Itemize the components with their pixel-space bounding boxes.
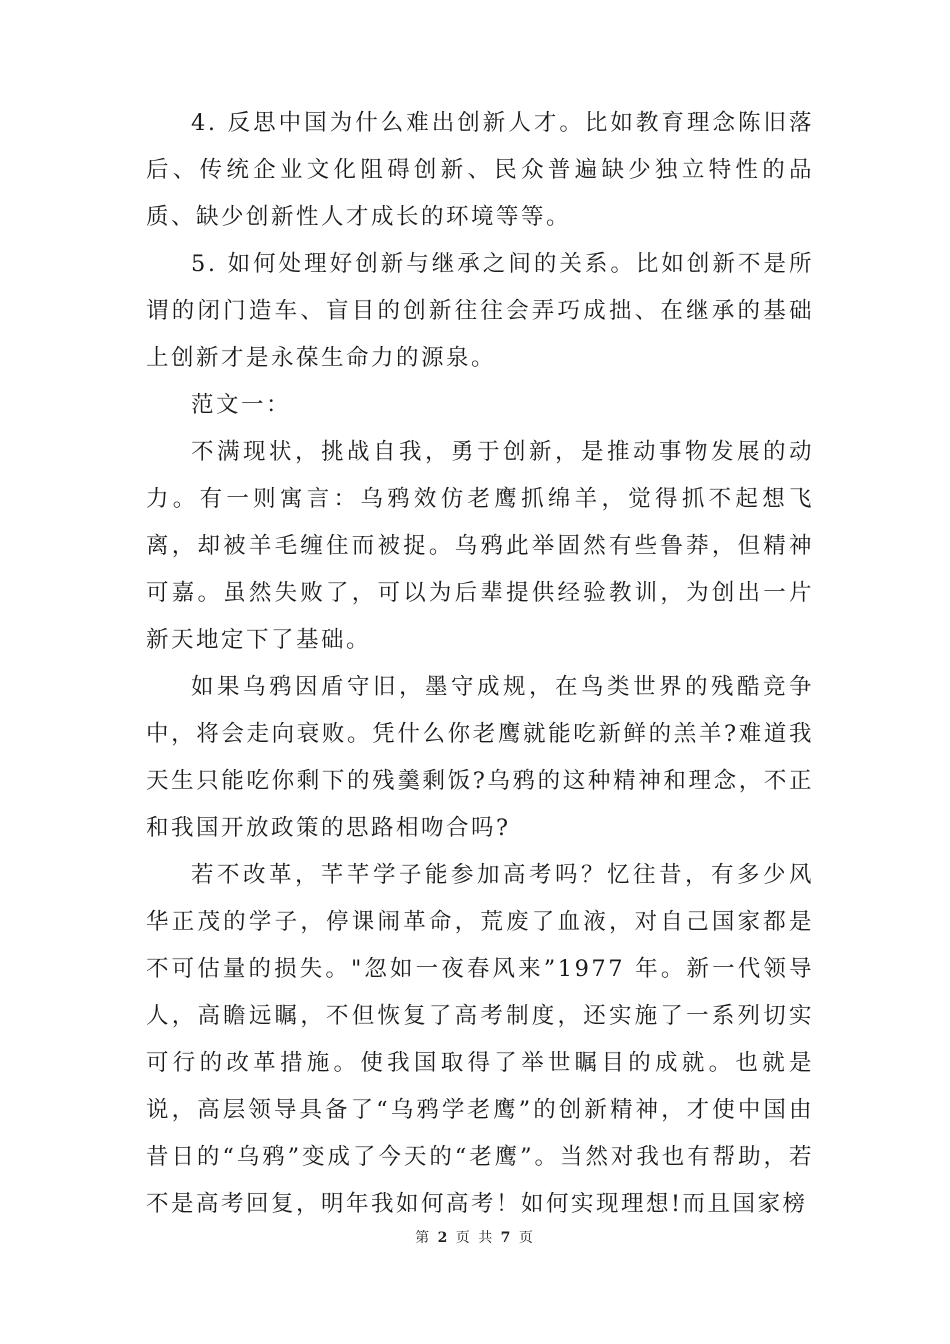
paragraph-point-5: 5. 如何处理好创新与继承之间的关系。比如创新不是所谓的闭门造车、盲目的创新往往会弄巧成拙、在继承的基础上创新才是永葆生命力的源泉。: [146, 251, 814, 371]
essay-paragraph-1: 不满现状，挑战自我，勇于创新，是推动事物发展的动力。有一则寓言：乌鸦效仿老鹰抓绵羊，觉得抓不起想飞离，却被羊毛缠住而被捉。乌鸦此举固然有些鲁莽，但精神可嘉。虽然失败了，可以为后辈提供经验教训，为创出一片新天地定下了基础。: [146, 439, 814, 653]
essay-paragraph-3: 若不改革，芊芊学子能参加高考吗？忆往昔，有多少风华正茂的学子，停课闹革命，荒废了血液，对自己国家都是不可估量的损失。"忽如一夜春风来”1977 年。新一代领导人，高瞻远瞩，不但恢复了高考制度，还实施了一系列切实可行的改革措施。使我国取得了举世瞩目的成就。也就是说，高层领导具备了“乌鸦学老鹰”的创新精神，才使中国由昔日的“乌鸦”变成了今天的“老鹰”。当然对我也有帮助，若不是高考回复，明年我如何高考！如何实现理想!而且国家榜: [146, 862, 814, 1217]
document-body: [146, 100, 814, 1228]
sample-essay-heading: 范文一：: [191, 392, 292, 418]
page-footer: [0, 1227, 950, 1247]
footer-middle: 页 共: [455, 1230, 495, 1246]
footer-total-pages: 7: [500, 1230, 513, 1246]
essay-paragraph-2: 如果乌鸦因盾守旧，墨守成规，在鸟类世界的残酷竞争中，将会走向衰败。凭什么你老鹰就能吃新鲜的羔羊?难道我天生只能吃你剩下的残羹剩饭?乌鸦的这种精神和理念，不正和我国开放政策的思路相吻合吗?: [146, 674, 814, 841]
footer-page-number: 2: [437, 1230, 450, 1246]
paragraph-point-4: 4. 反思中国为什么难出创新人才。比如教育理念陈旧落后、传统企业文化阻碍创新、民众普遍缺少独立特性的品质、缺少创新性人才成长的环境等等。: [146, 110, 814, 230]
footer-suffix: 页: [518, 1230, 535, 1246]
footer-prefix: 第: [415, 1230, 432, 1246]
